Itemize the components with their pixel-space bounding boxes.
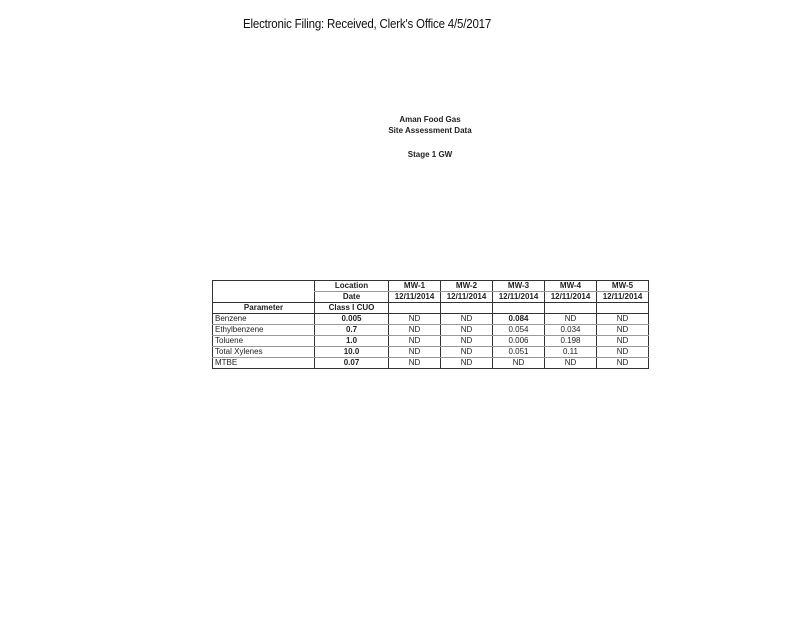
cuo-value: 10.0 [315,347,389,358]
parameter-name: Benzene [213,314,315,325]
result-cell: ND [597,325,649,336]
cuo-label: Class I CUO [315,303,389,314]
sample-date: 12/11/2014 [493,292,545,303]
parameter-name: Total Xylenes [213,347,315,358]
parameter-label: Parameter [213,303,315,314]
cuo-value: 0.005 [315,314,389,325]
result-cell: 0.11 [545,347,597,358]
parameter-name: Ethylbenzene [213,325,315,336]
result-cell: ND [597,347,649,358]
result-cell: 0.034 [545,325,597,336]
table-row [213,336,649,347]
section-heading: Stage 1 GW [407,150,453,159]
sample-date: 12/11/2014 [597,292,649,303]
result-cell: ND [441,358,493,369]
result-cell: 0.006 [493,336,545,347]
date-row [213,292,649,303]
result-cell: ND [441,314,493,325]
blank-cell [441,303,493,314]
result-cell: ND [441,336,493,347]
blank-cell [213,292,315,303]
result-cell: ND [389,314,441,325]
sample-date: 12/11/2014 [389,292,441,303]
cuo-value: 1.0 [315,336,389,347]
cuo-value: 0.07 [315,358,389,369]
document-subtitle: Site Assessment Data [388,126,472,135]
table-row [213,325,649,336]
result-cell: 0.051 [493,347,545,358]
blank-cell [545,303,597,314]
result-cell: ND [545,358,597,369]
result-cell: ND [389,347,441,358]
well-name: MW-3 [493,281,545,292]
result-cell: 0.054 [493,325,545,336]
well-name: MW-2 [441,281,493,292]
parameter-header-row [213,303,649,314]
result-cell: 0.198 [545,336,597,347]
table-row [213,314,649,325]
table-row [213,358,649,369]
table-row [213,347,649,358]
result-cell: ND [545,314,597,325]
well-name: MW-5 [597,281,649,292]
result-cell: ND [389,325,441,336]
location-row [213,281,649,292]
result-cell: ND [597,358,649,369]
site-name: Aman Food Gas [399,115,461,124]
parameter-name: Toluene [213,336,315,347]
location-label: Location [315,281,389,292]
blank-cell [389,303,441,314]
result-cell: ND [597,314,649,325]
result-cell: ND [493,358,545,369]
sample-date: 12/11/2014 [441,292,493,303]
parameter-name: MTBE [213,358,315,369]
cuo-value: 0.7 [315,325,389,336]
blank-cell [493,303,545,314]
well-name: MW-4 [545,281,597,292]
result-cell: ND [441,325,493,336]
result-cell: ND [389,358,441,369]
result-cell: ND [389,336,441,347]
date-label: Date [315,292,389,303]
result-cell: ND [597,336,649,347]
blank-cell [213,281,315,292]
well-name: MW-1 [389,281,441,292]
sample-date: 12/11/2014 [545,292,597,303]
result-cell: 0.084 [493,314,545,325]
blank-cell [597,303,649,314]
filing-stamp: Electronic Filing: Received, Clerk's Office 4/5/2017 [243,17,492,31]
result-cell: ND [441,347,493,358]
site-assessment-table [212,280,649,369]
